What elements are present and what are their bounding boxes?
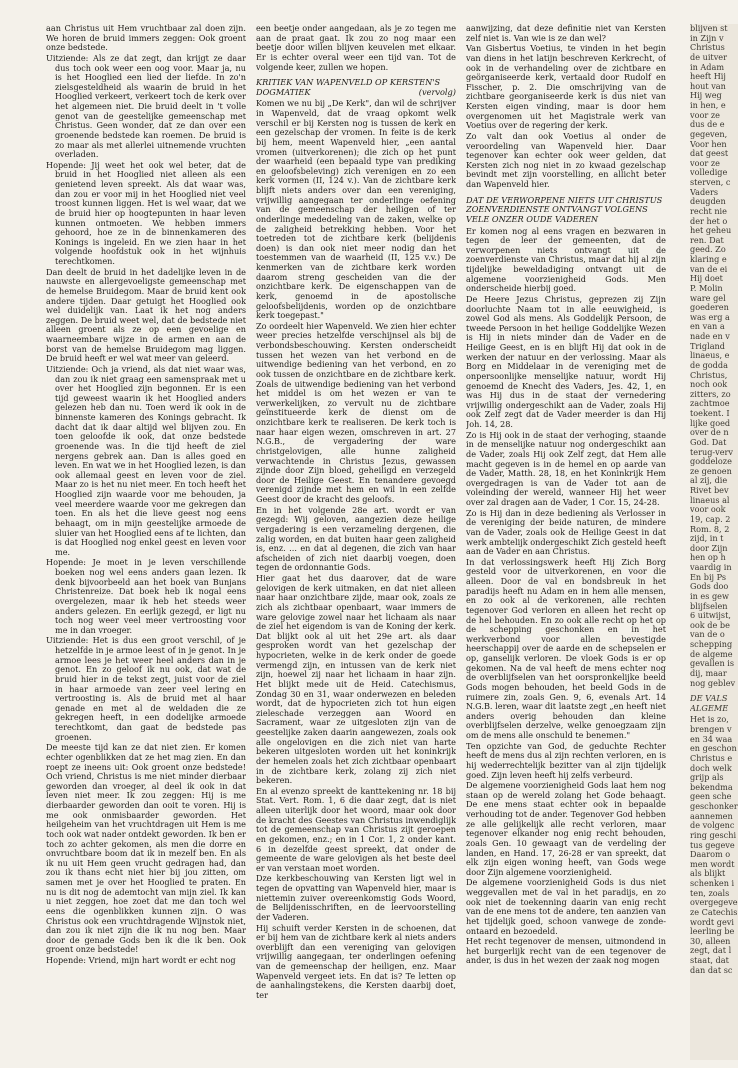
text-line: 6 uitwijst,	[690, 610, 731, 621]
text-line: in Adam	[690, 61, 725, 72]
paragraph-text: Van Gisbertus Voetius, te vinden in het begin van diens in het latijn beschreven Kerkrecht, of ook in de verhandeling over de zichtbare en geörganiseerde kerk, vertaald door Rudolf en Fisscher, p. 2. Die omschrijving van de zichtbare georganiseerde kerk is dus niet van Kersten eigen vinding, maar is door hem overgenomen uit het Magistrale werk van Voetius over de regering der kerk.	[466, 43, 666, 131]
text-line: door Zijn	[690, 542, 728, 553]
text-line: Hij doet	[690, 273, 723, 284]
text-line: hout van	[690, 80, 726, 91]
text-line: God. Dat	[690, 436, 727, 447]
text-line: leerling be	[690, 926, 735, 937]
paragraph	[256, 574, 456, 786]
paragraph	[466, 742, 666, 781]
text-line: zitters, zo	[690, 388, 731, 399]
paragraph	[466, 937, 666, 966]
text-line: over de n	[690, 427, 729, 438]
paragraph-text: Je moet in je leven verschillende boeken nog wel eens anders gaan lezen. Ik denk bijvoorbeeld aan het boek van Bunjans Christenreize. Dat boek heb ik nogal eens overgelezen, maar ik heb het steeds weer anders gelezen. En eerlijk gezegd, er ligt nu toch nog weer veel meer vertroosting voor me in dan vroeger.	[55, 557, 246, 635]
text-line: Christus,	[690, 369, 728, 380]
paragraph	[256, 874, 456, 922]
text-line: overgegeve	[690, 897, 738, 908]
text-line: lijke goed	[690, 417, 731, 428]
paragraph-text: Komen we nu bij „De Kerk", dan wil de schrijver in Wapenveld, dat de vraag opkomt welk verschil er bij Kersten nog is tussen de kerk en een gezelschap der vromen. In feite is de kerk bij hem, meent Wapenveld hier, „een aantal vromen (uitverkorenen); die zich op het punt der waarheid (een bepaald type van prediking en geloofsbeleving) zich verenigen en zo een kerk vormen (II, 124 v.). Van de zichtbare kerk blijft niets anders over dan een vereniging, vrijwillig aangegaan ter onderlinge oefening van de gemeenschap der heiligen of ter onderlinge mededeling van de zaken, welke op de zaligheid betrekking hebben. Voor het toetreden tot de zichtbare kerk (belijdenis doen) is dan ook niet meer nodig dan het toestemmen van de waarheid (II, 125 v.v.) De kenmerken van de zichtbare kerk worden daarom streng gescheiden van die der onzichtbare kerk. De eigenschappen van de kerk, genoemd in de apostolische geloofsbelijdenis, worden op de onzichtbare kerk toegepast."	[256, 98, 456, 321]
paragraph-text: Het is dus een groot verschil, of je hetzelfde in je armoe leest of in je genot. In je armoe lees je het weer heel anders dan in je genot. En zo geloof ik nu ook, dat wat de bruid hier in de tekst zegt, juist voor de ziel in haar armoede van zeer veel lering en vertroosting is. Als de bruid met al haar genade en met al de weldaden die ze gekregen heeft, in een dodelijke armoede terechtkomt, dan gaat de bedstede pas groenen.	[55, 635, 246, 742]
article-heading-verworpene: DAT DE VERWORPENE NIETS UIT CHRISTUS ZOENVERDIENSTE ONTVANGT VOLGENS VELE ONZER OUDE VADEREN	[466, 194, 663, 224]
paragraph	[466, 227, 666, 294]
paragraph-text: Och ja vriend, als dat niet waar was, dan zou ik niet graag een samenspraak met u over het Hooglied zijn begonnen. Er is een tijd geweest waarin ik het Hooglied anders gelezen heb dan nu. Toen werd ik ook in de binnenste kameren des Konings gebracht. Ik dacht dat ik daar altijd wel blijven zou. En toen geloofde ik ook, dat onze bedstede groenende was. In die tijd heeft de ziel nergens gebrek aan. Dan is alles goed en leven. En wat we in het Hooglied lezen, is dan ook allemaal geest en leven voor de ziel. Maar zo is het nu niet meer. En toch heeft het Hooglied zijn waarde voor me behouden, ja veel meerdere waarde voor me gekregen dan toen. En als het die lieve geest nog eens behaagt, om in mijn geestelijke armoede de sluier van het Hooglied eens af te lichten, dan is dat Hooglied nog enkel geest en leven voor me.	[55, 363, 246, 557]
paragraph-text: Ten opzichte van God, de geduchte Rechter heeft de mens dus al zijn rechten verloren, en is hij wederrechtelijk bezitter van al zijn tijdelijk goed. Zijn leven heeft hij zelfs verbeurd.	[466, 740, 666, 780]
paragraph-text: De meeste tijd kan ze dat niet zien. Er komen echter ogenblikken dat ze het mag zien. En dan roept ze ineens uit: Ook groent onze bedstede! Och vriend, Christus is me niet minder dierbaar geworden dan vroeger, al deel ik ook in dat leven niet meer. Ik zou zeggen: Hij is me dierbaarder geworden dan ooit te voren. Hij is me ook onmisbaarder geworden. Het heilgeheim van het vruchtdragen uit Hem is me toch ook wat nader ontdekt geworden. Ik ben er toch zo achter gekomen, als men die dorre en onvruchtbare boom dat ik in mezelf ben. En als ik nu uit Hem geen vrucht gedragen had, dan zou ik thans echt niet hier bij jou zitten, om samen met je over het Hooglied te praten. En nu is dit nog de ademtocht van mijn ziel. Ik kan u niet zeggen, hoe zoet dat me dan toch wel eens die ogenblikken kunnen zijn. O was Christus ook een vruchtdragende Wijnstok niet, dan zou ik niet zijn die ik nu nog ben. Maar door de genade Gods ben ik die ik ben. Ook groent onze bedstede!	[46, 742, 246, 955]
text-line: ook de be	[690, 619, 730, 630]
paragraph	[466, 558, 666, 741]
text-line: schenken i	[690, 878, 735, 888]
text-line: dij, maar	[690, 667, 727, 678]
text-line: in Zijn v	[690, 32, 724, 43]
text-line: en geschon	[690, 743, 737, 754]
paragraph	[46, 365, 246, 558]
text-line: Vaders	[690, 186, 719, 197]
paragraph	[46, 24, 246, 53]
paragraph	[466, 781, 666, 877]
paragraph-text: De algemene voorzienigheid Gods laat hem nog staan op de wereld zolang het Gode behaagt. De ene mens staat echter ook in bepaalde verhouding tot de ander. Tegenover God hebben ze alle gelijkelijk alle recht verloren, maar tegenover elkander nog enig recht behouden, zoals Gen. 10 gewaagt van de verdeling der landen, en Hand. 17, 26-28 er van spreekt, dat elk zijn eigen woning heeft, van Gods wege door Zijn algemene voorzienigheid.	[466, 780, 666, 877]
text-line: grijp als	[690, 772, 724, 783]
speaker-label: Hopende:	[46, 955, 86, 965]
text-line: goddeloze	[690, 456, 732, 467]
heading-text: KRITIEK VAN WAPENVELD OP KERSTEN'S DOGMATIEK	[256, 77, 441, 97]
text-line: Rivet bev	[690, 485, 729, 495]
paragraph-text: Hij schuift verder Kersten in de schoenen, dat er bij hem van de zichtbare kerk al niets anders overblijft dan een vereniging van gelovigen vrijwillig aangegaan, ter onderlingen oefening van de gemeenschap der heiligen, enz. Maar Wapenveld vergeet iets. En dat is? Te letten op de aanhalingstekens, die Kersten daarbij doet, ter	[256, 922, 456, 1000]
text-line: Christus	[690, 42, 725, 53]
text-line: de algeme	[690, 648, 733, 659]
paragraph	[46, 268, 246, 364]
text-line: bekendma	[690, 781, 733, 792]
paragraph	[256, 322, 456, 505]
paragraph-text: Dan deelt de bruid in het dadelijke leven in de nauwste en allergevoeligste gemeenschap met de hemelse Bruidegom. Maar de bruid kent ook andere tijden. Daar getuigt het Hooglied ook wel duidelijk van. Laat ik het nog anders zeggen. De bruid weet wel, dat de bedstede niet alleen groent als ze op een gevoelige en waarneembare wijze in de armen en aan de borst van de hemelse Bruidegom mag liggen. De bruid heeft er wel wat meer van geleerd.	[46, 266, 246, 364]
text-line: ten, zoals	[690, 887, 730, 898]
paragraph-text: aanwijzing, dat deze definitie niet van Kersten zelf niet is. Van wie is ze dan wel?	[466, 24, 666, 43]
text-line: vaardig in	[690, 562, 732, 572]
text-line: geed. Zo	[690, 244, 726, 255]
text-line: in hen, e	[690, 100, 726, 110]
text-line: was erg a	[690, 311, 730, 322]
text-line: dus de e	[690, 119, 725, 130]
heading-note: (vervolg)	[418, 86, 456, 97]
text-line: sterven, c	[690, 177, 731, 187]
paragraph	[466, 44, 666, 131]
text-line: Trigland	[690, 340, 725, 351]
paragraph-text: Zo is Hij dan in deze bediening als Verlosser in de vereniging der beide naturen, de mindere van de Vader, zoals ook de Heilige Geest in dat werk ambtelijk ondergeschikt Zich gesteld heeft aan de Vader en aan Christus.	[466, 507, 666, 557]
paragraph	[466, 431, 666, 508]
text-line: brengen v	[690, 724, 732, 734]
text-line: men wordt	[690, 858, 735, 869]
text-line: en 34 waa	[690, 733, 733, 744]
paragraph-text: Dze kerkbeschouwing van Kersten ligt wel in tegen de opvatting van Wapenveld hier, maar is niettemin zuiver overeenkomstig Gods Woord, de Belijdenisschriften, en de leervoorstelling der Vaderen.	[256, 873, 456, 922]
text-line: geschonker	[690, 801, 738, 811]
text-line: ze Catechis	[690, 906, 738, 917]
text-line: nog geblev	[690, 677, 736, 688]
text-line: goederen	[690, 302, 729, 313]
text-line: blijfselen	[690, 600, 728, 611]
paragraph-text: een beetje onder aangedaan, als je zo tegen me aan de praat gaat. Ik zou zo nog maar een beetje door willen blijven keuvelen met elkaar. Er is echter overal weer een tijd van. Tot de volgende keer, zullen we hopen.	[256, 24, 456, 72]
text-line: Het is zo,	[690, 714, 729, 725]
text-line: gegeven,	[690, 128, 728, 139]
paragraph-text: En in het volgende 28e art. wordt er van gezegd: Wij geloven, aangezien deze heilige vergadering is een verzameling dergenen, die zalig worden, en dat buiten haar geen zaligheid is, enz. ... en dat al degenen, die zich van haar afscheiden of zich niet daarbij voegen, doen tegen de ordonnantie Gods.	[256, 504, 456, 573]
text-line: ware gel	[690, 292, 726, 303]
text-line: Daarom o	[690, 849, 731, 860]
text-line: Rom. 8, 2	[690, 523, 730, 534]
text-line: de volgenc	[690, 820, 735, 831]
paragraph	[46, 743, 246, 955]
text-line: 30, alleen	[690, 935, 731, 946]
text-line: voor ook	[690, 504, 726, 515]
paragraph-text: En al evenzo spreekt de kanttekening nr. 18 bij Stat. Vert. Rom. 1, 6 die daar zegt, dat is niet alleen uiterlijk door het woord, maar ook door de kracht des Geestes van Christus inwendiglijk tot de gemeenschap van Christus zijt geroepen en gekomen, enz.; en in 1 Cor. 1, 2 onder kant. 6 in dezelfde geest spreekt, dat onder de gemeente de ware gelovigen als het beste deel er van verstaan moet worden.	[256, 785, 456, 873]
text-line: En bij Ps	[690, 571, 727, 582]
text-line: schepping	[690, 639, 733, 649]
text-line: blijven st	[690, 24, 728, 33]
text-line: als blijkt	[690, 868, 726, 879]
text-line: van de ei	[690, 263, 728, 274]
paragraph	[46, 161, 246, 267]
paragraph	[256, 924, 456, 1001]
text-line: gevallen is	[690, 658, 735, 669]
paragraph	[46, 636, 246, 742]
text-line: linaeus al	[690, 494, 730, 505]
speaker-label: Uitziende:	[46, 635, 89, 646]
text-line: van de o	[690, 629, 725, 640]
text-line: heeft Hij	[690, 71, 726, 82]
paragraph	[256, 99, 456, 320]
text-line: recht nie	[690, 205, 727, 216]
text-line: dat geest	[690, 148, 729, 159]
paragraph-text: De algemene voorzienigheid Gods is dus niet weggevallen met de val in het paradijs, en zo ook niet de toekenning daarin van enig recht van de ene mens tot de andere, ten aanzien van het tijdelijk goed, schoon vanwege de zonde-ontaard en bezoedeld.	[466, 877, 666, 936]
paragraph-text: Zo is Hij ook in de staat der verhoging, staande in de menselijke natuur nog ondergeschikt aan de Vader, zoals Hij ook Zelf zegt, dat Hem alle macht gegeven is in de hemel en op aarde van de Vader, Matth. 28, 18, en het Koninkrijk Hem overgedragen is van de Vader tot aan de voleinding der wereld, wanneer Hij het weer over zal dragen aan de Vader, 1 Cor. 15, 24-28.	[466, 429, 666, 507]
paragraph-text: Hier gaat het dus daarover, dat de ware gelovigen de kerk uitmaken, en dat niet alleen naar haar onzichtbare zijde, maar ook, zoals ze zich als zichtbaar openbaart, waar immers de ware gelovige zowel naar het lichaam als naar de ziel het eigendom is van de Koning der kerk. Dat blijkt ook al uit het 29e art. als daar gesproken wordt van het gezelschap der hypocrieten, welke in de kerk onder de goede vermengd zijn, en intussen van de kerk niet zijn, hoewel zij naar het lichaam in haar zijn. Het blijkt mede uit de Heid. Catechismus, Zondag 30 en 31, waar onderwezen en beleden wordt, dat de hypocrieten zich tot hun eigen zieleschade verzeggen aan Woord en Sacrament, waar ze uitgesloten zijn van de geestelijke zaken daarin aangewezen, zoals ook alle ongelovigen en die zich niet van harte bekeren uitgesloten worden uit het koninkrijk der hemelen zoals het zich zichtbaar openbaart in de zichtbare kerk, zolang zij zich niet bekeren.	[256, 573, 456, 786]
text-line: Voor hen	[690, 138, 727, 149]
text-line: aannemen	[690, 810, 733, 821]
article-heading-wapenveld	[256, 78, 456, 97]
text-line: Christus e	[690, 752, 733, 763]
text-line: de uitver	[690, 51, 727, 62]
text-line: het geheu	[690, 225, 732, 236]
text-line: voor ze	[690, 109, 720, 120]
paragraph-text: Vriend, mijn hart wordt er echt nog	[88, 955, 236, 965]
speaker-label: Uitziende:	[46, 363, 89, 374]
paragraph-text: In dat verlossingswerk heeft Hij Zich Borg gesteld voor de uitverkorenen, en voor die alleen. Door de val en bondsbreuk in het paradijs heeft nu Adam en in hem alle mensen, en zo ook al de verkorenen, alle rechten tegenover God verloren en alleen het recht op de hel behouden. En zo ook alle recht op het op de schepping geschonken en in het werkverbond voor allen bevestigde heerschappij over de aarde en de schepselen er op, ganselijk verloren. De vloek Gods is er op gekomen. Na de val heeft de mens echter nog de overblijfselen van het oorspronkelijke beeld Gods mogen behouden, het beeld Gods in de ruimere zin, zoals Gen. 9, 6, evenals Art. 14 N.G.B. leren, waar dit laatste zegt „en heeft niet anders overig behouden dan kleine overblijfselen derzelve, welke genoegzaam zijn om de mens alle onschuld te benemen."	[466, 556, 666, 740]
text-line: en van a	[690, 321, 725, 332]
column-1	[46, 24, 246, 1060]
paragraph-text: Jij weet het ook wel beter, dat de bruid in het Hooglied niet alleen als een genietend leven spreekt. Als dat waar was, dan zou er voor mij in het Hooglied niet veel troost kunnen liggen. Het is wel waar, dat we de bruid hier op hoogtepunten in haar leven kunnen ontmoeten. We hebben immers gehoord, hoe ze in de binnenkameren des Konings is ingeleid. En we zien haar in het volgende hoofdstuk ook in het wijnhuis terechtkomen.	[55, 159, 246, 266]
text-line: deugden	[690, 196, 726, 207]
paragraph	[256, 506, 456, 573]
text-line: voor ze	[690, 157, 720, 168]
text-line: de godda	[690, 359, 728, 370]
text-line: nade en v	[690, 331, 730, 341]
paragraph	[256, 787, 456, 874]
text-line: doch welk	[690, 762, 732, 773]
paragraph	[466, 509, 666, 557]
paragraph	[466, 132, 666, 190]
text-line: zijd, in t	[690, 533, 724, 544]
column-2	[256, 24, 456, 1060]
text-line: ren. Dat	[690, 234, 724, 245]
text-line: Hij weg	[690, 90, 722, 101]
paragraph-text: Er komen nog al eens vragen en bezwaren in tegen de leer der gemeenten, dat de verworpenen niets ontvangt uit de zoenverdienste van Christus, maar dat hij al zijn tijdelijke beweldadiging ontvangt uit de algemene voorzienigheid Gods. Men onderscheide hierbij goed.	[466, 225, 666, 294]
text-line: linaeus, e	[690, 350, 730, 361]
speaker-label: Hopende:	[46, 557, 86, 568]
article-heading-valse: DE VALS ALGEME	[690, 693, 729, 713]
text-line: zachtmoe	[690, 398, 730, 409]
text-line: hen op h	[690, 552, 726, 563]
speaker-label: Uitziende:	[46, 52, 89, 63]
column-4-cropped	[690, 24, 738, 1060]
text-line: toekent. I	[690, 408, 730, 418]
paragraph-text: Het recht tegenover de mensen, uitmondend in het burgerlijk recht van de een tegenover de ander, is dus in het wezen der zaak nog mogen	[466, 936, 666, 966]
text-line: al zij, die	[690, 475, 728, 486]
text-line: ring geschi	[690, 829, 737, 840]
text-line: volledige	[690, 167, 728, 178]
text-line: terug-verv	[690, 446, 734, 457]
text-line: wordt gevi	[690, 916, 734, 927]
text-line: noch ook	[690, 379, 728, 390]
paragraph	[46, 558, 246, 635]
text-line: ze genoen	[690, 465, 732, 476]
paragraph-text: Zo valt dan ook Voetius al onder de veroordeling van Wapenveld hier. Daar tegenover kan echter ook weer gelden, dat Kersten zich nog niet in zo kwaad gezelschap bevindt met zijn voorstelling, en allicht beter dan Wapenveld hier.	[466, 130, 666, 189]
paragraph	[466, 24, 666, 43]
text-line: in es gew	[690, 590, 729, 601]
paragraph-text: Zo oordeelt hier Wapenveld. We zien hier echter weer precies hetzelfde verschijnsel als bij de verbondsbeschouwing. Kersten onderscheidt tussen het wezen van het verbond en de uitwendige bediening van het verbond, en zo ook tussen de onzichtbare en de zichtbare kerk. Zoals de uitwendige bediening van het verbond het middel is om het wezen er van te verwerkelijken, zo vervult nu de zichtbare geïnstitueerde kerk de dienst om de onzichtbare kerk te realiseren. De kerk toch is naar haar eigen wezen, omschreven in art. 27 N.G.B., de vergadering der ware christgelovigen, alle hunne zaligheid verwachtende in Christus Jezus, gewassen zijnde door Zijn bloed, geheiligd en verzegeld door de Heilige Geest. En tenandere gevoegd verenigd zijnde met hem en wil in een zelfde Geest door de kracht des geloofs.	[256, 320, 456, 504]
column-3	[466, 24, 666, 1060]
paragraph	[466, 878, 666, 936]
text-line: P. Molin	[690, 282, 723, 293]
text-line: Gods doo	[690, 581, 729, 592]
text-line: staat, dat	[690, 955, 729, 965]
paragraph	[466, 295, 666, 430]
text-line: 19, cap. 2	[690, 513, 731, 524]
paragraph-text: De Heere Jezus Christus, geprezen zij Zijn doorluchte Naam tot in alle eeuwigheid, is zowel God als mens. Als Goddelijk Persoon, de tweede Persoon in het heilige Goddelijke Wezen is Hij in niets minder dan de Vader en de Heilige Geest, en is en blijft Hij dat ook in de werken der natuur en der verlossing. Maar als Borg en Middelaar in de vereniging met de onpersoonlijke menselijke natuur, wordt Hij genoemd de Knecht des Vaders, Jes. 42, 1, en was Hij dus in de staat der vernedering vrijwillig ondergeschikt aan de Vader, zoals Hij ook Zelf zegt dat de Vader meerder is dan Hij Joh. 14, 28.	[466, 293, 666, 429]
text-line: dan dat sc	[690, 964, 733, 975]
text-line: geen sche	[690, 791, 732, 802]
paragraph	[256, 24, 456, 72]
paragraph-text: aan Christus uit Hem vruchtbaar zal doen zijn. We horen de bruid immers zeggen: Ook groent onze bedstede.	[46, 24, 246, 53]
text-line: der het o	[690, 215, 728, 226]
text-line: klaring e	[690, 254, 727, 264]
paragraph	[46, 956, 246, 966]
paragraph	[46, 54, 246, 160]
text-line: zegt, dat l	[690, 945, 732, 956]
paragraph-text: Als ze dat zegt, dan krijgt ze daar dus toch ook weer een oog voor. Maar ja, nu is het Hooglied een lied der liefde. In zo'n zielsgesteldheid als waarin de bruid in het Hooglied verkeert, verkeert toch de kerk over het algemeen niet. Die bruid deelt in 't volle genot van de geestelijke gemeenschap met Christus. Geen wonder, dat ze dan over een groenende bedstede kan roemen. De bruid is zo maar als met allerlei uitnemende vruchten overladen.	[55, 52, 246, 160]
text-line: tus gegeve	[690, 839, 735, 850]
speaker-label: Hopende:	[46, 159, 86, 170]
